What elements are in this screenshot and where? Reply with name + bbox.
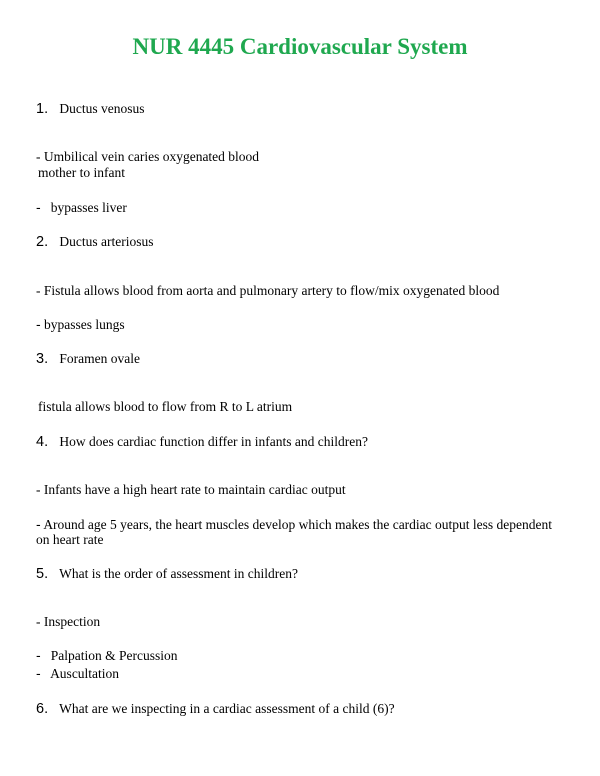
question-number: 5. [36, 566, 49, 582]
bullet-text: Around age 5 years, the heart muscles develop which makes the cardiac output less dependent [43, 517, 553, 532]
answer-4b-line-2: on heart rate [36, 532, 104, 547]
question-text: What are we inspecting in a cardiac assessment of a child (6)? [59, 701, 395, 716]
question-4 [36, 434, 368, 450]
question-text: How does cardiac function differ in infants and children? [59, 434, 369, 449]
bullet-text: Palpation & Percussion [50, 648, 178, 663]
bullet-dash: - [36, 316, 41, 332]
question-1 [36, 101, 145, 117]
page-title: NUR 4445 Cardiovascular System [132, 34, 468, 59]
answer-5c [36, 665, 119, 682]
bullet-text: bypasses liver [50, 200, 127, 215]
question-text: Foramen ovale [59, 351, 140, 366]
question-number: 2. [36, 234, 49, 250]
question-number: 3. [36, 351, 49, 367]
question-number: 4. [36, 434, 49, 450]
question-2 [36, 234, 153, 250]
question-text: Ductus arteriosus [59, 234, 154, 249]
answer-2-bullet [36, 316, 125, 333]
answer-4b-line-1 [36, 516, 552, 533]
bullet-dash: - [36, 665, 41, 681]
bullet-dash: - [36, 516, 41, 532]
answer-1-line-2: mother to infant [38, 165, 125, 180]
answer-2: - Fistula allows blood from aorta and pulmonary artery to flow/mix oxygenated blood [36, 283, 500, 298]
question-text: What is the order of assessment in children? [59, 566, 298, 581]
bullet-dash: - [36, 199, 41, 215]
answer-3: fistula allows blood to flow from R to L atrium [38, 399, 293, 414]
answer-4a: - Infants have a high heart rate to maintain cardiac output [36, 482, 346, 497]
bullet-text: Auscultation [50, 666, 120, 681]
question-6 [36, 701, 395, 717]
question-text: Ductus venosus [59, 101, 145, 116]
answer-1-line-1: - Umbilical vein caries oxygenated blood [36, 149, 260, 164]
bullet-text: bypasses lungs [44, 317, 125, 332]
question-3 [36, 351, 140, 367]
answer-5a: - Inspection [36, 614, 101, 629]
question-5 [36, 566, 298, 582]
question-number: 6. [36, 701, 49, 717]
question-number: 1. [36, 101, 49, 117]
answer-5b [36, 647, 178, 664]
bullet-dash: - [36, 647, 41, 663]
answer-1-bullet [36, 199, 127, 216]
